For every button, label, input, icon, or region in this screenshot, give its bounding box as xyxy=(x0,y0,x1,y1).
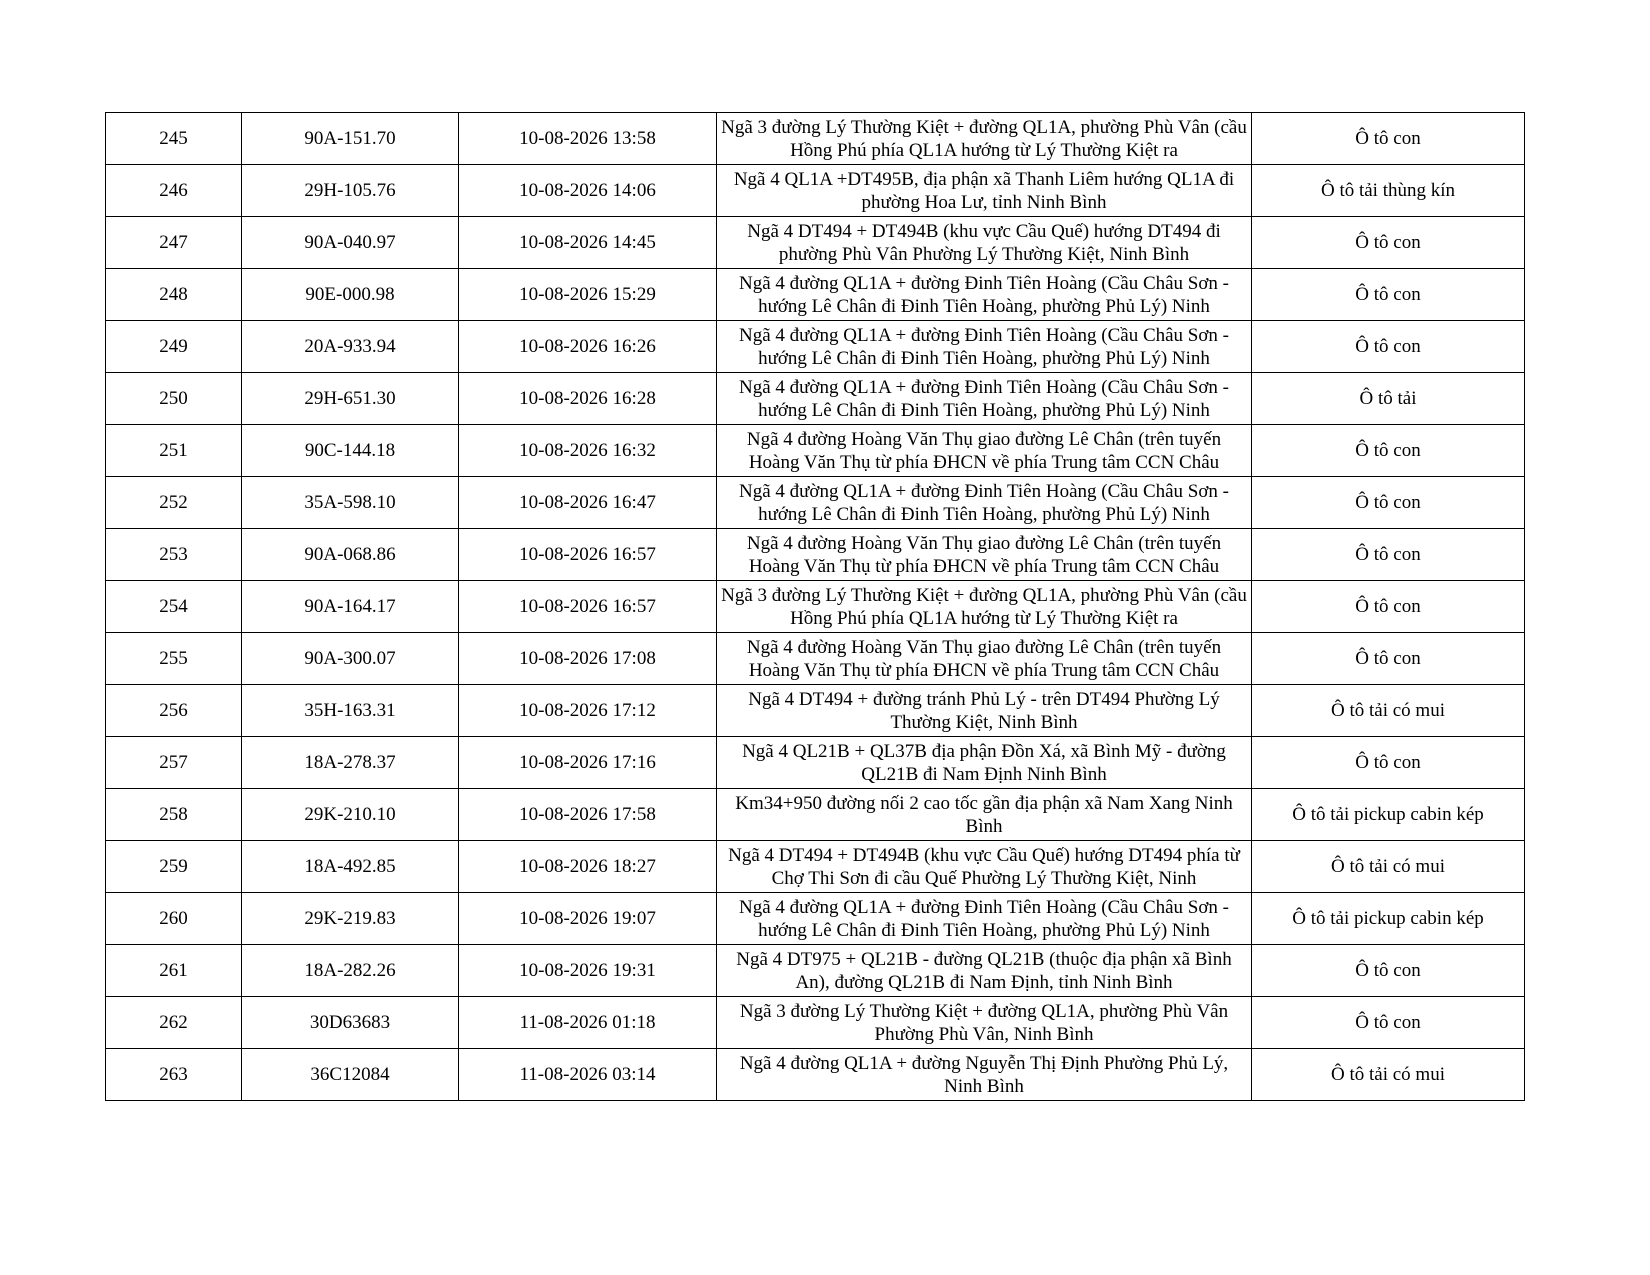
timestamp-cell: 10-08-2026 19:07 xyxy=(459,893,717,945)
vehicle-type-cell: Ô tô con xyxy=(1252,113,1525,165)
row-number-cell: 249 xyxy=(106,321,242,373)
row-number-cell: 257 xyxy=(106,737,242,789)
table-row xyxy=(106,841,1525,893)
location-cell xyxy=(717,685,1252,737)
vehicle-type-cell: Ô tô con xyxy=(1252,269,1525,321)
timestamp-cell: 10-08-2026 17:12 xyxy=(459,685,717,737)
location-cell xyxy=(717,841,1252,893)
row-number-cell: 254 xyxy=(106,581,242,633)
location-cell xyxy=(717,893,1252,945)
row-number-cell: 259 xyxy=(106,841,242,893)
table-row xyxy=(106,373,1525,425)
location-text: Ngã 3 đường Lý Thường Kiệt + đường QL1A, phường Phù Vân (cầu Hồng Phú phía QL1A hướng từ Lý Thường Kiệt ra xyxy=(721,116,1247,161)
table-row xyxy=(106,945,1525,997)
timestamp-cell: 10-08-2026 18:27 xyxy=(459,841,717,893)
location-text: Ngã 4 đường QL1A + đường Đinh Tiên Hoàng (Cầu Châu Sơn - hướng Lê Chân đi Đinh Tiên Hoàng, phường Phủ Lý) Ninh xyxy=(738,324,1229,369)
row-number-cell: 256 xyxy=(106,685,242,737)
license-plate-cell: 90C-144.18 xyxy=(242,425,459,477)
license-plate-cell: 30D63683 xyxy=(242,997,459,1049)
location-text: Ngã 4 đường Hoàng Văn Thụ giao đường Lê Chân (trên tuyến Hoàng Văn Thụ từ phía ĐHCN về phía Trung tâm CCN Châu xyxy=(746,532,1222,577)
table-row xyxy=(106,581,1525,633)
table-row xyxy=(106,321,1525,373)
timestamp-cell: 10-08-2026 16:47 xyxy=(459,477,717,529)
location-text: Ngã 4 đường QL1A + đường Đinh Tiên Hoàng (Cầu Châu Sơn - hướng Lê Chân đi Đinh Tiên Hoàng, phường Phủ Lý) Ninh xyxy=(738,896,1229,941)
timestamp-cell: 10-08-2026 17:16 xyxy=(459,737,717,789)
vehicle-type-cell: Ô tô con xyxy=(1252,581,1525,633)
row-number-cell: 258 xyxy=(106,789,242,841)
vehicle-type-cell: Ô tô tải có mui xyxy=(1252,841,1525,893)
license-plate-cell: 90E-000.98 xyxy=(242,269,459,321)
table-row xyxy=(106,737,1525,789)
timestamp-cell: 10-08-2026 13:58 xyxy=(459,113,717,165)
license-plate-cell: 36C12084 xyxy=(242,1049,459,1101)
vehicle-type-cell: Ô tô con xyxy=(1252,997,1525,1049)
table-row xyxy=(106,113,1525,165)
table-body xyxy=(106,113,1525,1101)
timestamp-cell: 10-08-2026 17:58 xyxy=(459,789,717,841)
row-number-cell: 253 xyxy=(106,529,242,581)
license-plate-cell: 90A-300.07 xyxy=(242,633,459,685)
table-row xyxy=(106,1049,1525,1101)
location-text: Ngã 4 đường QL1A + đường Nguyễn Thị Định Phường Phủ Lý, Ninh Bình xyxy=(739,1052,1229,1097)
location-cell xyxy=(717,113,1252,165)
location-cell xyxy=(717,269,1252,321)
row-number-cell: 245 xyxy=(106,113,242,165)
location-text: Ngã 3 đường Lý Thường Kiệt + đường QL1A, phường Phù Vân Phường Phù Vân, Ninh Bình xyxy=(739,1000,1229,1045)
location-cell xyxy=(717,321,1252,373)
table-row xyxy=(106,633,1525,685)
table-row xyxy=(106,425,1525,477)
location-cell xyxy=(717,373,1252,425)
vehicle-type-cell: Ô tô tải có mui xyxy=(1252,1049,1525,1101)
timestamp-cell: 10-08-2026 16:28 xyxy=(459,373,717,425)
license-plate-cell: 29K-210.10 xyxy=(242,789,459,841)
location-cell xyxy=(717,789,1252,841)
license-plate-cell: 18A-492.85 xyxy=(242,841,459,893)
location-text: Ngã 4 DT494 + DT494B (khu vực Cầu Quế) hướng DT494 phía từ Chợ Thi Sơn đi cầu Quế Phường Lý Thường Kiệt, Ninh xyxy=(728,844,1240,889)
location-text: Ngã 4 QL21B + QL37B địa phận Đồn Xá, xã Bình Mỹ - đường QL21B đi Nam Định Ninh Bình xyxy=(742,740,1226,785)
license-plate-cell: 90A-151.70 xyxy=(242,113,459,165)
timestamp-cell: 10-08-2026 16:32 xyxy=(459,425,717,477)
location-cell xyxy=(717,1049,1252,1101)
timestamp-cell: 11-08-2026 01:18 xyxy=(459,997,717,1049)
location-text: Km34+950 đường nối 2 cao tốc gần địa phận xã Nam Xang Ninh Bình xyxy=(735,792,1233,837)
row-number-cell: 262 xyxy=(106,997,242,1049)
timestamp-cell: 10-08-2026 17:08 xyxy=(459,633,717,685)
row-number-cell: 261 xyxy=(106,945,242,997)
table-row xyxy=(106,529,1525,581)
license-plate-cell: 29K-219.83 xyxy=(242,893,459,945)
row-number-cell: 250 xyxy=(106,373,242,425)
location-cell xyxy=(717,737,1252,789)
row-number-cell: 255 xyxy=(106,633,242,685)
timestamp-cell: 10-08-2026 19:31 xyxy=(459,945,717,997)
vehicle-type-cell: Ô tô tải pickup cabin kép xyxy=(1252,789,1525,841)
vehicle-type-cell: Ô tô con xyxy=(1252,633,1525,685)
location-cell xyxy=(717,945,1252,997)
timestamp-cell: 10-08-2026 15:29 xyxy=(459,269,717,321)
location-text: Ngã 3 đường Lý Thường Kiệt + đường QL1A, phường Phù Vân (cầu Hồng Phú phía QL1A hướng từ Lý Thường Kiệt ra xyxy=(721,584,1247,629)
license-plate-cell: 90A-040.97 xyxy=(242,217,459,269)
vehicle-type-cell: Ô tô con xyxy=(1252,217,1525,269)
license-plate-cell: 18A-282.26 xyxy=(242,945,459,997)
vehicle-type-cell: Ô tô con xyxy=(1252,425,1525,477)
violations-table xyxy=(105,112,1525,1101)
timestamp-cell: 10-08-2026 16:57 xyxy=(459,529,717,581)
vehicle-type-cell: Ô tô tải thùng kín xyxy=(1252,165,1525,217)
timestamp-cell: 10-08-2026 14:06 xyxy=(459,165,717,217)
vehicle-type-cell: Ô tô con xyxy=(1252,477,1525,529)
table-row xyxy=(106,269,1525,321)
row-number-cell: 260 xyxy=(106,893,242,945)
location-cell xyxy=(717,217,1252,269)
location-cell xyxy=(717,633,1252,685)
license-plate-cell: 20A-933.94 xyxy=(242,321,459,373)
location-cell xyxy=(717,477,1252,529)
vehicle-type-cell: Ô tô con xyxy=(1252,737,1525,789)
row-number-cell: 252 xyxy=(106,477,242,529)
table-row xyxy=(106,217,1525,269)
location-text: Ngã 4 DT494 + DT494B (khu vực Cầu Quế) hướng DT494 đi phường Phù Vân Phường Lý Thường Kiệt, Ninh Bình xyxy=(747,220,1221,265)
location-cell xyxy=(717,425,1252,477)
license-plate-cell: 35A-598.10 xyxy=(242,477,459,529)
table-row xyxy=(106,789,1525,841)
license-plate-cell: 90A-068.86 xyxy=(242,529,459,581)
vehicle-type-cell: Ô tô tải pickup cabin kép xyxy=(1252,893,1525,945)
table-row xyxy=(106,997,1525,1049)
table-row xyxy=(106,685,1525,737)
row-number-cell: 251 xyxy=(106,425,242,477)
row-number-cell: 248 xyxy=(106,269,242,321)
location-text: Ngã 4 đường Hoàng Văn Thụ giao đường Lê Chân (trên tuyến Hoàng Văn Thụ từ phía ĐHCN về phía Trung tâm CCN Châu xyxy=(746,428,1222,473)
license-plate-cell: 90A-164.17 xyxy=(242,581,459,633)
license-plate-cell: 29H-651.30 xyxy=(242,373,459,425)
table-row xyxy=(106,477,1525,529)
vehicle-type-cell: Ô tô con xyxy=(1252,945,1525,997)
location-text: Ngã 4 DT975 + QL21B - đường QL21B (thuộc địa phận xã Bình An), đường QL21B đi Nam Định, tỉnh Ninh Bình xyxy=(736,948,1232,993)
location-text: Ngã 4 đường QL1A + đường Đinh Tiên Hoàng (Cầu Châu Sơn - hướng Lê Chân đi Đinh Tiên Hoàng, phường Phủ Lý) Ninh xyxy=(738,272,1229,317)
license-plate-cell: 35H-163.31 xyxy=(242,685,459,737)
vehicle-type-cell: Ô tô con xyxy=(1252,529,1525,581)
timestamp-cell: 10-08-2026 14:45 xyxy=(459,217,717,269)
timestamp-cell: 10-08-2026 16:57 xyxy=(459,581,717,633)
row-number-cell: 263 xyxy=(106,1049,242,1101)
table-row xyxy=(106,165,1525,217)
vehicle-type-cell: Ô tô con xyxy=(1252,321,1525,373)
license-plate-cell: 18A-278.37 xyxy=(242,737,459,789)
timestamp-cell: 11-08-2026 03:14 xyxy=(459,1049,717,1101)
location-cell xyxy=(717,581,1252,633)
license-plate-cell: 29H-105.76 xyxy=(242,165,459,217)
location-text: Ngã 4 đường QL1A + đường Đinh Tiên Hoàng (Cầu Châu Sơn - hướng Lê Chân đi Đinh Tiên Hoàng, phường Phủ Lý) Ninh xyxy=(738,480,1229,525)
location-text: Ngã 4 QL1A +DT495B, địa phận xã Thanh Liêm hướng QL1A đi phường Hoa Lư, tỉnh Ninh Bình xyxy=(733,168,1235,213)
timestamp-cell: 10-08-2026 16:26 xyxy=(459,321,717,373)
location-text: Ngã 4 đường QL1A + đường Đinh Tiên Hoàng (Cầu Châu Sơn - hướng Lê Chân đi Đinh Tiên Hoàng, phường Phủ Lý) Ninh xyxy=(738,376,1229,421)
row-number-cell: 246 xyxy=(106,165,242,217)
location-text: Ngã 4 đường Hoàng Văn Thụ giao đường Lê Chân (trên tuyến Hoàng Văn Thụ từ phía ĐHCN về phía Trung tâm CCN Châu xyxy=(746,636,1222,681)
location-cell xyxy=(717,165,1252,217)
vehicle-type-cell: Ô tô tải có mui xyxy=(1252,685,1525,737)
location-cell xyxy=(717,529,1252,581)
table-row xyxy=(106,893,1525,945)
location-text: Ngã 4 DT494 + đường tránh Phủ Lý - trên DT494 Phường Lý Thường Kiệt, Ninh Bình xyxy=(748,688,1220,733)
vehicle-type-cell: Ô tô tải xyxy=(1252,373,1525,425)
row-number-cell: 247 xyxy=(106,217,242,269)
location-cell xyxy=(717,997,1252,1049)
